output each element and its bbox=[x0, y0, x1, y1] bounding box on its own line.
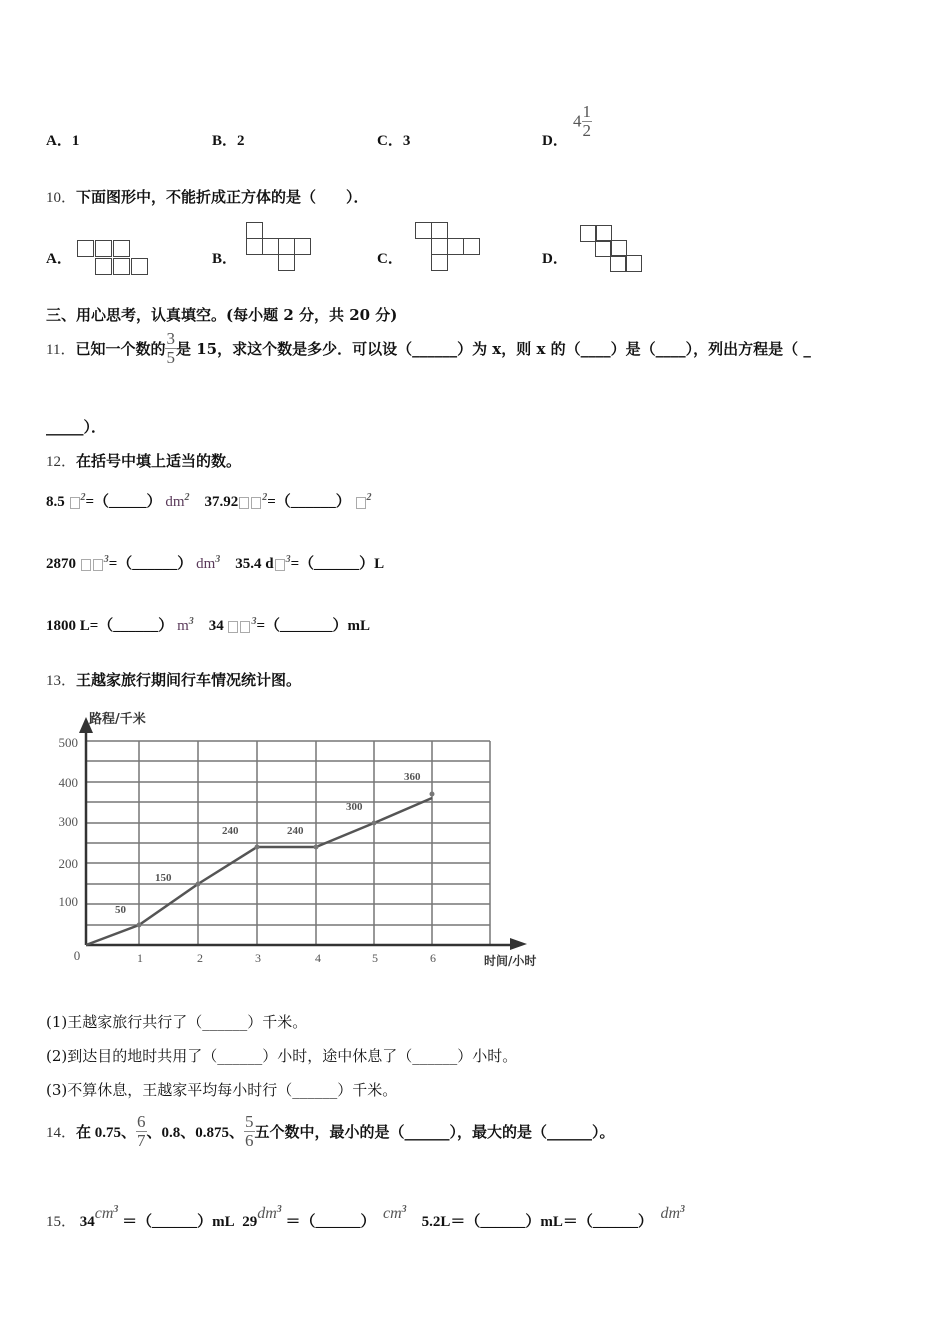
fraction-denominator: 6 bbox=[245, 1131, 254, 1150]
fraction-denominator: 7 bbox=[137, 1131, 146, 1150]
option-label: B． bbox=[212, 133, 238, 149]
q13-subquestion-2: (2)到达目的地时共用了（______）小时，途中休息了（______）小时。 bbox=[46, 1047, 518, 1065]
answer-blank: 5.2L＝（______）mL＝（______） bbox=[421, 1214, 653, 1230]
y-tick-labels bbox=[59, 735, 79, 909]
option-value: 2 bbox=[237, 133, 245, 149]
data-points bbox=[137, 792, 435, 928]
svg-text:0: 0 bbox=[73, 948, 81, 963]
y-axis-label: 路程/千米 bbox=[89, 712, 146, 727]
svg-text:300: 300 bbox=[58, 814, 78, 829]
svg-text:400: 400 bbox=[58, 775, 78, 790]
unit: cm bbox=[94, 1205, 114, 1222]
svg-text:4: 4 bbox=[315, 951, 321, 965]
fraction-numerator: 6 bbox=[137, 1112, 146, 1131]
answer-blank: =（______） bbox=[267, 494, 351, 510]
exponent: 2 bbox=[184, 492, 190, 503]
svg-text:2: 2 bbox=[197, 951, 203, 965]
exponent: 3 bbox=[401, 1204, 407, 1215]
q10-option-c-label: C． bbox=[377, 251, 403, 267]
fraction-denominator: 5 bbox=[166, 348, 175, 367]
unit: dm bbox=[196, 556, 216, 572]
fraction-denominator: 2 bbox=[582, 121, 591, 140]
q15-question bbox=[46, 1204, 685, 1231]
answer-blank: =（______） bbox=[108, 556, 193, 572]
exponent: 3 bbox=[680, 1204, 685, 1215]
exponent: 3 bbox=[251, 616, 257, 627]
value: 34 bbox=[208, 618, 224, 634]
q10-option-a-label: A． bbox=[46, 251, 72, 267]
unit: dm bbox=[165, 494, 185, 510]
answer-blank: =（______）L bbox=[290, 556, 385, 572]
question-number: 13． bbox=[46, 673, 77, 689]
value: 29 bbox=[242, 1214, 258, 1230]
exponent: 3 bbox=[103, 554, 109, 565]
value: 35.4 d bbox=[235, 556, 274, 572]
svg-text:6: 6 bbox=[430, 951, 436, 965]
question-number: 11． bbox=[46, 342, 76, 358]
exponent: 2 bbox=[262, 492, 268, 503]
q13-subquestion-1: (1)王越家旅行共行了（______）千米。 bbox=[46, 1013, 308, 1031]
fraction-numerator: 5 bbox=[245, 1112, 254, 1131]
question-text: 已知一个数的 bbox=[75, 340, 166, 358]
exponent: 3 bbox=[188, 616, 194, 627]
q10-option-d-label: D． bbox=[542, 251, 568, 267]
svg-text:240: 240 bbox=[222, 825, 239, 837]
option-label: A． bbox=[46, 133, 72, 149]
svg-text:50: 50 bbox=[115, 904, 126, 916]
value: 8.5 bbox=[46, 494, 65, 510]
exponent: 3 bbox=[276, 1204, 282, 1215]
svg-text:3: 3 bbox=[255, 951, 261, 965]
question-number: 10． bbox=[46, 190, 77, 206]
exponent: 3 bbox=[285, 554, 291, 565]
question-number: 15． bbox=[46, 1214, 77, 1230]
question-number: 12． bbox=[46, 454, 77, 470]
option-value: 3 bbox=[402, 133, 411, 149]
chart-grid bbox=[86, 741, 490, 945]
answer-blank: ＝（______） bbox=[285, 1214, 376, 1230]
question-number: 14． bbox=[46, 1125, 77, 1141]
q14-question bbox=[46, 1113, 615, 1150]
value: 37.92 bbox=[204, 494, 239, 510]
fraction bbox=[136, 1113, 147, 1150]
unit: m bbox=[177, 618, 189, 634]
svg-text:1: 1 bbox=[137, 951, 143, 965]
q11-line2: _____）． bbox=[46, 418, 107, 436]
option-label: C． bbox=[377, 133, 403, 149]
question-text: 王越家旅行期间行车情况统计图。 bbox=[76, 671, 302, 689]
x-axis-label: 时间/小时 bbox=[484, 954, 537, 968]
question-text: 在 0.75、 bbox=[76, 1125, 137, 1141]
fraction-whole: 4 bbox=[573, 111, 582, 131]
value: 34 bbox=[79, 1214, 95, 1230]
unit: cm bbox=[383, 1205, 402, 1222]
fraction-numerator: 3 bbox=[166, 329, 175, 348]
svg-text:240: 240 bbox=[287, 825, 304, 837]
answer-blank: =（_____） bbox=[85, 494, 162, 510]
exponent: 2 bbox=[366, 492, 372, 503]
unit: dm bbox=[257, 1205, 277, 1222]
q10-option-b-label: B． bbox=[212, 251, 238, 267]
exponent: 3 bbox=[215, 554, 221, 565]
question-text: 下面图形中，不能折成正方体的是（ ）． bbox=[76, 188, 369, 206]
fraction bbox=[244, 1113, 255, 1150]
svg-text:500: 500 bbox=[58, 735, 78, 750]
option-label: D． bbox=[542, 133, 568, 149]
x-tick-labels bbox=[74, 948, 436, 965]
svg-text:150: 150 bbox=[155, 872, 172, 884]
exponent: 2 bbox=[80, 492, 86, 503]
x-axis-arrow-icon bbox=[510, 938, 527, 950]
svg-text:360: 360 bbox=[404, 771, 421, 783]
question-text: 在括号中填上适当的数。 bbox=[76, 452, 242, 470]
unit: dm bbox=[660, 1205, 680, 1222]
exponent: 3 bbox=[113, 1204, 119, 1215]
answer-blank: =（_______）mL bbox=[256, 618, 371, 634]
question-text: 是 15，求这个数是多少．可以设（______）为 x，则 x 的（____）是（____），列出方程是（ _ bbox=[175, 340, 811, 358]
answer-blank: 1800 L=（______） bbox=[46, 618, 174, 634]
svg-text:100: 100 bbox=[58, 894, 78, 909]
answer-blank: ＝（______）mL bbox=[122, 1214, 235, 1230]
section-title: 三、用心思考，认真填空。(每小题 2 分，共 20 分) bbox=[46, 306, 398, 324]
svg-text:200: 200 bbox=[58, 856, 78, 871]
value: 2870 bbox=[46, 556, 76, 572]
svg-text:5: 5 bbox=[372, 951, 378, 965]
svg-text:300: 300 bbox=[346, 801, 363, 813]
option-value: 1 bbox=[71, 133, 80, 149]
question-text: 、0.8、0.875、 bbox=[146, 1125, 245, 1141]
fraction-numerator: 1 bbox=[582, 102, 591, 121]
q13-subquestion-3: (3)不算休息，王越家平均每小时行（______）千米。 bbox=[46, 1081, 398, 1099]
question-text: 五个数中，最小的是（______），最大的是（______）。 bbox=[254, 1123, 615, 1141]
